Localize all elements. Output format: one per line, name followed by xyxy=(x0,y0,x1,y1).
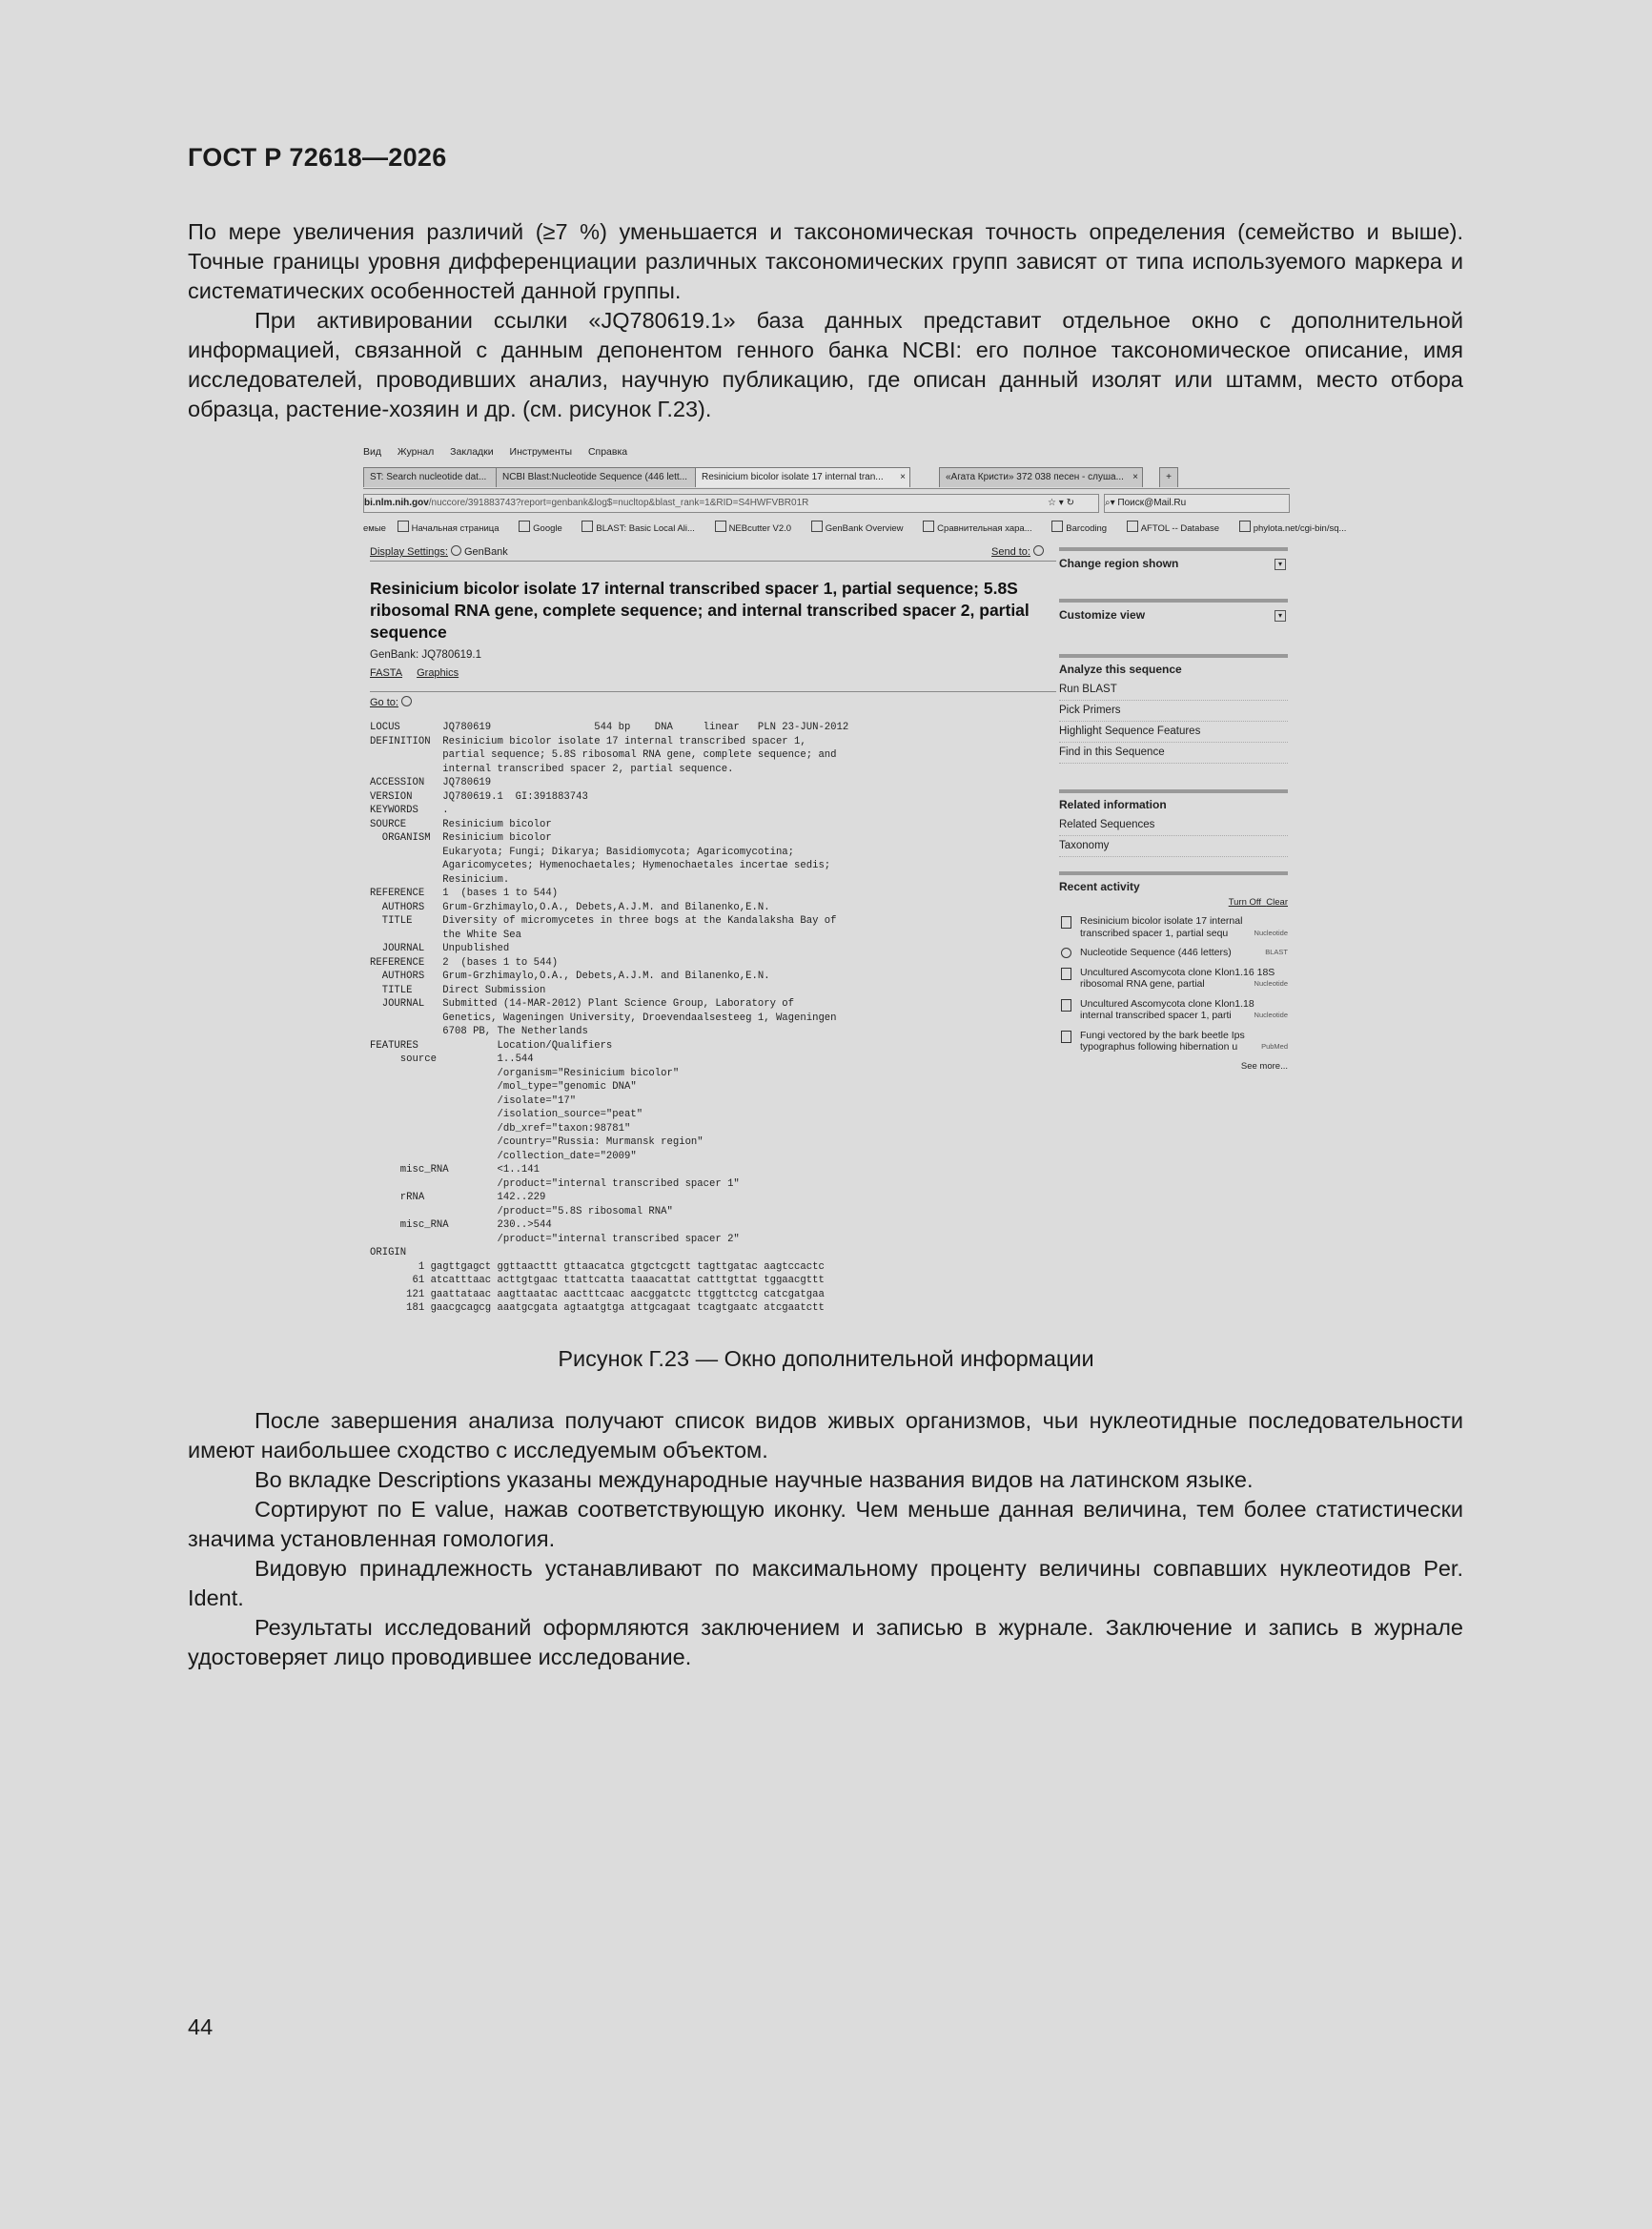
related-title: Related information xyxy=(1059,798,1167,811)
chevron-down-icon xyxy=(401,696,412,706)
recent-item-tag: BLAST xyxy=(1265,948,1288,956)
tab-label: NCBI Blast:Nucleotide Sequence (446 lett... xyxy=(502,472,687,482)
bookmark[interactable] xyxy=(581,523,704,534)
tab-label: ST: Search nucleotide dat... xyxy=(370,472,487,482)
paragraph: Результаты исследований оформляются заключением и записью в журнале. Заключение и запись в журнале удостоверяет лицо проводившее исследование. xyxy=(188,1615,1463,1669)
divider xyxy=(370,691,1056,692)
record-title: Resinicium bicolor isolate 17 internal transcribed spacer 1, partial sequence; 5.8S ribosomal RNA gene, complete sequence; and internal transcribed spacer 2, partial sequence xyxy=(370,579,1030,642)
paragraph: Видовую принадлежность устанавливают по максимальному проценту величины совпавших нуклеотидов Per. Ident. xyxy=(188,1556,1463,1610)
document-icon xyxy=(1061,1031,1071,1043)
document-icon xyxy=(1061,916,1071,929)
bookmark-label: AFTOL -- Database xyxy=(1140,523,1220,534)
paragraph: По мере увеличения различий (≥7 %) уменьшается и таксономическая точность определения (семейство и выше). Точные границы уровня дифференциации различных таксономических групп зависят от типа используемого маркера и систематических особенностей данной группы. xyxy=(188,219,1463,303)
genbank-screenshot xyxy=(363,446,1347,1314)
display-settings[interactable] xyxy=(370,545,508,558)
bookmark[interactable] xyxy=(811,523,912,534)
paragraph: При активировании ссылки «JQ780619.1» база данных представит отдельное окно с дополнительной информацией, связанной с данным депонентом генного банка NCBI: его полное таксономическое описание, имя исследователей, проводивших анализ, научную публикацию, где описан данный изолят или штамм, место отбора образца, растение-хозяин и др. (см. рисунок Г.23). xyxy=(188,308,1463,421)
goto-menu[interactable] xyxy=(370,696,415,708)
document-header: ГОСТ Р 72618—2026 xyxy=(188,143,447,172)
highlight-features-link[interactable]: Highlight Sequence Features xyxy=(1059,722,1288,743)
bookmark-label: Google xyxy=(533,523,562,534)
fasta-link[interactable]: FASTA xyxy=(370,667,403,679)
star-icon[interactable]: ☆ xyxy=(1048,498,1056,508)
recent-item-tag: PubMed xyxy=(1261,1042,1288,1051)
chevron-down-icon[interactable]: ▾ xyxy=(1275,610,1286,622)
tab-label: «Агата Кристи» 372 038 песен - слуша... xyxy=(946,472,1124,482)
paragraph: После завершения анализа получают список видов живых организмов, чьи нуклеотидные последовательности имеют наибольшее сходство с исследуемым объектом. xyxy=(188,1408,1463,1462)
search-placeholder: Поиск@Mail.Ru xyxy=(1117,498,1187,508)
recent-item[interactable] xyxy=(1059,998,1288,1022)
recent-item-tag: Nucleotide xyxy=(1254,1011,1288,1019)
page-icon xyxy=(1127,521,1138,532)
paragraph: Сортируют по E value, нажав соответствующую иконку. Чем меньше данная величина, тем более статистически значима установленная гомология. xyxy=(188,1497,1463,1551)
bookmark[interactable] xyxy=(1127,523,1228,534)
analyze-section xyxy=(1059,654,1288,764)
customize-view-label: Customize view xyxy=(1059,608,1146,622)
bookmark-label: phylota.net/cgi-bin/sq... xyxy=(1253,523,1347,534)
recent-item[interactable] xyxy=(1059,915,1288,939)
bookmark-label: Barcoding xyxy=(1066,523,1108,534)
bookmark-label: Сравнительная хара... xyxy=(937,523,1032,534)
search-input[interactable] xyxy=(1104,494,1290,513)
recent-item[interactable] xyxy=(1059,947,1288,959)
recent-item-tag: Nucleotide xyxy=(1254,979,1288,988)
recent-item-text: Fungi vectored by the bark beetle Ips typographus following hibernation u xyxy=(1080,1029,1245,1053)
chevron-down-icon[interactable]: ▾ xyxy=(1058,498,1064,508)
graphics-link[interactable]: Graphics xyxy=(417,667,459,679)
format-links xyxy=(370,667,470,679)
tab-resinicium[interactable] xyxy=(695,467,910,487)
close-icon[interactable]: × xyxy=(1132,472,1138,482)
tab-label: Resinicium bicolor isolate 17 internal tran... xyxy=(702,472,884,482)
page-number: 44 xyxy=(188,2014,214,2039)
menu-item[interactable]: Справка xyxy=(587,446,628,458)
change-region-label: Change region shown xyxy=(1059,557,1179,570)
menu-bar xyxy=(363,446,641,463)
reload-icon[interactable]: ↻ xyxy=(1066,498,1074,508)
send-to-menu[interactable] xyxy=(991,545,1047,558)
display-settings-label: Display Settings: xyxy=(370,546,448,558)
ncbi-icon xyxy=(811,521,823,532)
taxonomy-link[interactable]: Taxonomy xyxy=(1059,836,1288,857)
bookmark-prefix: емые xyxy=(363,523,386,534)
send-to-label: Send to: xyxy=(991,546,1030,558)
recent-item-text: Uncultured Ascomycota clone Klon1.16 18S ribosomal RNA gene, partial xyxy=(1080,966,1275,990)
bookmark-label: Начальная страница xyxy=(411,523,500,534)
menu-item[interactable]: Журнал xyxy=(397,446,435,458)
bookmark-label: NEBcutter V2.0 xyxy=(728,523,792,534)
genbank-accession: GenBank: JQ780619.1 xyxy=(370,649,481,661)
goto-label: Go to: xyxy=(370,697,398,708)
address-controls xyxy=(1048,494,1074,513)
menu-item[interactable]: Инструменты xyxy=(509,446,573,458)
text-block-bottom xyxy=(188,1406,1463,1672)
document-icon xyxy=(1061,999,1071,1012)
figure-caption: Рисунок Г.23 — Окно дополнительной информации xyxy=(558,1346,1094,1371)
url-host: bi.nlm.nih.gov xyxy=(364,498,429,508)
bookmark[interactable] xyxy=(1239,523,1356,534)
recent-item-text: Resinicium bicolor isolate 17 internal transcribed spacer 1, partial sequ xyxy=(1080,915,1243,939)
tab-strip xyxy=(363,465,1290,489)
bookmark[interactable] xyxy=(715,523,800,534)
google-icon xyxy=(519,521,530,532)
recent-controls xyxy=(1059,897,1288,908)
pick-primers-link[interactable]: Pick Primers xyxy=(1059,701,1288,722)
document-icon xyxy=(1061,968,1071,980)
paragraph: Во вкладке Descriptions указаны международные научные названия видов на латинском языке. xyxy=(255,1467,1254,1492)
url-path: /nuccore/391883743?report=genbank&log$=nucltop&blast_rank=1&RID=S4HWFVBR01R xyxy=(428,498,809,508)
bookmark[interactable] xyxy=(398,523,508,534)
run-blast-link[interactable]: Run BLAST xyxy=(1059,680,1288,701)
tab-music[interactable] xyxy=(939,467,1143,487)
bookmark-label: BLAST: Basic Local Ali... xyxy=(596,523,695,534)
divider xyxy=(370,561,1056,562)
new-tab-button[interactable] xyxy=(1159,467,1178,487)
home-icon xyxy=(398,521,409,532)
search-icon xyxy=(1061,948,1071,958)
find-in-sequence-link[interactable]: Find in this Sequence xyxy=(1059,743,1288,764)
recent-item-text: Uncultured Ascomycota clone Klon1.18 internal transcribed spacer 1, parti xyxy=(1080,997,1254,1021)
close-icon[interactable]: × xyxy=(900,472,906,482)
recent-item-text: Nucleotide Sequence (446 letters) xyxy=(1080,947,1232,958)
turn-off-link[interactable]: Turn Off xyxy=(1228,897,1262,908)
page-icon xyxy=(715,521,726,532)
search-icon: ⌕▾ xyxy=(1105,498,1115,508)
bookmarks-bar xyxy=(363,521,1347,538)
recent-activity-section xyxy=(1059,871,1288,1072)
recent-activity-title: Recent activity xyxy=(1059,880,1140,893)
bookmark[interactable] xyxy=(1051,523,1115,534)
menu-item[interactable]: Закладки xyxy=(450,446,494,458)
related-sequences-link[interactable]: Related Sequences xyxy=(1059,815,1288,836)
related-section xyxy=(1059,789,1288,857)
clear-link[interactable]: Clear xyxy=(1266,897,1288,908)
genbank-record-text: LOCUS JQ780619 544 bp DNA linear PLN 23-JUN-2012 DEFINITION Resinicium bicolor isolate 17 internal transcribed spacer 1, partial sequence; 5.8S ribosomal RNA gene, complete sequence; and internal transcribed spacer 2, partial sequence. ACCESSION JQ780619 VERSION JQ780619.1 GI:391883743 KEYWORDS . SOURCE Resinicium bicolor ORGANISM Resinicium bicolor Eukaryota; Fungi; Dikarya; Basidiomycota; Agaricomycotina; Agaricomycetes; Hymenochaetales; Hymenochaetales incertae sedis; Resinicium. REFERENCE 1 (bases 1 to 544) AUTHORS Grum-Grzhimaylo,O.A., Debets,A.J.M. and Bilanenko,E.N. TITLE Diversity of micromycetes in three bogs at the Kandalaksha Bay of the White Sea JOURNAL Unpublished REFERENCE 2 (bases 1 to 544) AUTHORS Grum-Grzhimaylo,O.A., Debets,A.J.M. and Bilanenko,E.N. TITLE Direct Submission JOURNAL Submitted (14-MAR-2012) Plant Science Group, Laboratory of Genetics, Wageningen University, Droevendaalsesteeg 1, Wageningen 6708 PB, The Netherlands FEATURES Location/Qualifiers source 1..544 /organism="Resinicium bicolor" /mol_type="genomic DNA" /isolate="17" /isolation_source="peat" /db_xref="taxon:98781" /country="Russia: Murmansk region" /collection_date="2009" misc_RNA <1..141 /product="internal transcribed spacer 1" rRNA 142..229 /product="5.8S ribosomal RNA" misc_RNA 230..>544 /product="internal transcribed spacer 2" ORIGIN 1 gagttgagct ggttaacttt gttaacatca gtgctcgctt tagttgatac aagtccactc 61 atcatttaac acttgtgaac ttattcatta taaacattat catttgttat tggaacgttt 121 gaattataac aagttaatac aactttcaac aacggatctc ttggttctcg catcgatgaa 181 gaacgcagcg aaatgcgata agtaatgtga attgcagaat tcagtgaatc atcgaatctt xyxy=(370,722,849,1314)
chevron-down-icon[interactable]: ▾ xyxy=(1275,559,1286,570)
page-icon xyxy=(1051,521,1063,532)
recent-item[interactable] xyxy=(1059,1030,1288,1053)
tab-blast[interactable] xyxy=(496,467,704,487)
chevron-down-icon xyxy=(1033,545,1044,556)
bookmark[interactable] xyxy=(519,523,571,534)
text-block-top xyxy=(188,217,1463,424)
change-region-box[interactable] xyxy=(1059,547,1288,587)
plus-icon: + xyxy=(1166,472,1172,482)
see-more-link[interactable]: See more... xyxy=(1240,1060,1288,1072)
tab-search[interactable] xyxy=(363,467,505,487)
ncbi-icon xyxy=(581,521,593,532)
bookmark-label: GenBank Overview xyxy=(825,523,904,534)
bookmark[interactable] xyxy=(923,523,1040,534)
display-settings-value: GenBank xyxy=(463,546,508,558)
analyze-title: Analyze this sequence xyxy=(1059,663,1182,676)
recent-item-tag: Nucleotide xyxy=(1254,928,1288,937)
page-icon xyxy=(923,521,934,532)
customize-view-box[interactable] xyxy=(1059,599,1288,635)
chevron-down-icon xyxy=(451,545,461,556)
menu-item[interactable]: Вид xyxy=(363,446,381,458)
recent-item[interactable] xyxy=(1059,967,1288,991)
address-bar[interactable] xyxy=(363,494,1099,513)
page-icon xyxy=(1239,521,1251,532)
